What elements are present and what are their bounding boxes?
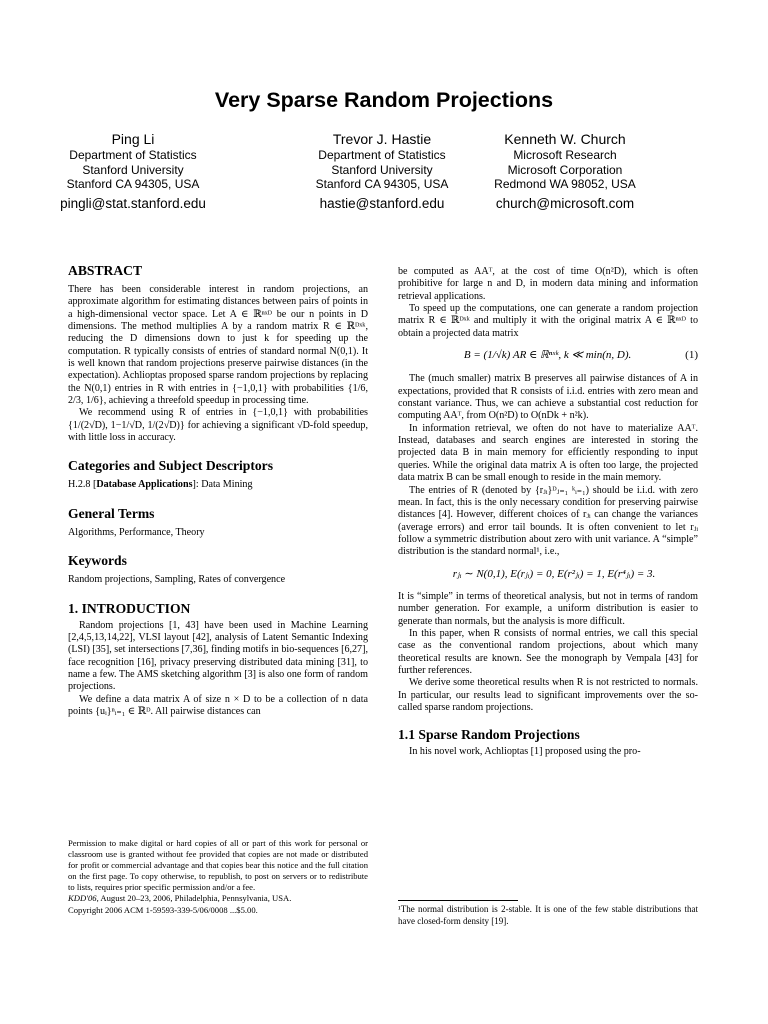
categories-text: H.2.8 [Database Applications]: Data Mining (68, 479, 253, 491)
author-department: Department of Statistics (69, 148, 197, 162)
author-address: Stanford CA 94305, USA (315, 177, 449, 191)
general-terms-text: Algorithms, Performance, Theory (68, 526, 205, 538)
paper-title: Very Sparse Random Projections (214, 88, 554, 112)
keywords-text: Random projections, Sampling, Rates of convergence (68, 574, 286, 586)
author-organization: Microsoft Corporation (507, 162, 623, 177)
footnote: ¹The normal distribution is 2-stable. It is one of the few stable distributions that have closed-form density [19]. (398, 904, 698, 926)
author-email: church@microsoft.com (495, 195, 635, 211)
permission-notice (68, 838, 368, 916)
abstract-heading: ABSTRACT (68, 263, 143, 278)
abstract-paragraph: There has been considerable interest in random projections, an approximate algorithm for estimating distances between pairs of points in a high-dimensional vector space. Let A ∈ ℝⁿˣᴰ be our n points in D dimensions. The method multiplies A by a random matrix R ∈ ℝᴰˣᵏ, reducing the D dimensions down to just k for speeding up the computation. R typically consists of entries of standard normal N(0,1). It is well known that random projections preserve pairwise distances (in the expectation). Achlioptas proposed sparse random projections by replacing the N(0,1) entries in R with entries in {−1,0,1} with probabilities {1/6, 2/3, 1/6}, achieving a threefold speedup in processing time. (68, 284, 368, 407)
abstract-paragraph: We recommend using R of entries in {−1,0,1} with probabilities {1/(2√D), 1−1/√D, 1/(2√D)} for achieving a significant √D-fold speedup, with little loss in accuracy. (68, 407, 368, 444)
categories-heading: Categories and Subject Descriptors (68, 458, 274, 474)
author-department: Department of Statistics (318, 148, 446, 162)
body-paragraph: be computed as AAᵀ, at the cost of time O(n²D), which is often prohibitive for large n and D, in modern data mining and information retrieval applications. (398, 266, 698, 302)
intro-paragraph: Random projections [1, 43] have been used in Machine Learning [2,4,5,13,14,22], VLSI layout [42], analysis of Latent Semantic Indexing (LSI) [35], set intersections [7,36], finding motifs in bio-sequences [6,27], face recognition [16], privacy preserving distributed data mining [31], to name a few. The AMS sketching algorithm [3] is also one form of random projections. (68, 619, 368, 693)
equation-1 (398, 349, 698, 361)
author-block (440, 130, 690, 214)
general-terms-heading: General Terms (68, 505, 155, 521)
body-paragraph: In information retrieval, we often do not have to materialize AAᵀ. Instead, databases and search engines are interested in storing the projected data B in main memory for efficiently responding to input queries. While the original data matrix A is often too large, the projected data matrix B can be small enough to reside in the main memory. (398, 422, 698, 484)
body-paragraph: In his novel work, Achlioptas [1] proposed using the pro- (409, 746, 641, 758)
author-address: Stanford CA 94305, USA (66, 177, 200, 191)
left-column (68, 262, 368, 718)
body-paragraph: To speed up the computations, one can generate a random projection matrix R ∈ ℝᴰˣᵏ and multiply it with the original matrix A ∈ ℝⁿˣᴰ to obtain a projected data matrix (398, 303, 698, 339)
body-paragraph: We derive some theoretical results when R is not restricted to normals. In particular, our results lead to significant improvements over the so-called sparse random projections. (398, 677, 698, 713)
author-organization: Stanford University (331, 162, 433, 177)
body-paragraph: The (much smaller) matrix B preserves all pairwise distances of A in expectations, provided that R consists of i.i.d. entries with zero mean and constant variance. Thus, we can achieve a substantial cost reduction for computing AAᵀ, from O(n²D) to O(nDk + n²k). (398, 373, 698, 422)
copyright-line: Copyright 2006 ACM 1-59593-339-5/06/0008 ...$5.00. (68, 904, 258, 915)
right-column (398, 266, 698, 759)
author-name: Trevor J. Hastie (332, 131, 432, 147)
intro-paragraph: We define a data matrix A of size n × D to be a collection of n data points {uᵢ}ⁿᵢ₌₁ ∈ ℝᴰ. All pairwise distances can (68, 693, 368, 717)
equation-2-body: rⱼᵢ ∼ N(0,1), E(rⱼᵢ) = 0, E(r²ⱼᵢ) = 1, E(r⁴ⱼᵢ) = 3. (452, 567, 656, 580)
permission-text: Permission to make digital or hard copies of all or part of this work for personal or classroom use is granted without fee provided that copies are not made or distributed for profit or commercial advantage and that copies bear this notice and the full citation on the first page. To copy otherwise, to republish, to post on servers or to redistribute to lists, requires prior specific permission and/or a fee. (68, 838, 368, 893)
body-paragraph: The entries of R (denoted by {rⱼᵢ}ᴰⱼ₌₁ ᵏᵢ₌₁) should be i.i.d. with zero mean. In fact, this is the only necessary condition for preserving pairwise distances [4]. However, different choices of rⱼᵢ can change the variances (average errors) and error tail bounds. It is often convenient to let rⱼᵢ follow a symmetric distribution about zero with unit variance. A “simple” distribution is the standard normal¹, i.e., (398, 484, 698, 558)
equation-2 (398, 568, 698, 580)
author-email: hastie@stanford.edu (319, 195, 445, 211)
body-paragraph: It is “simple” in terms of theoretical analysis, but not in terms of random number generation. For example, a uniform distribution is easier to generate than normals, but the analysis is more difficult. (398, 590, 698, 627)
subsection-heading: 1.1 Sparse Random Projections (398, 727, 580, 743)
footnote-rule (398, 900, 518, 901)
author-name: Kenneth W. Church (504, 131, 626, 147)
author-email: pingli@stat.stanford.edu (60, 195, 206, 211)
author-block (8, 130, 258, 214)
equation-1-body: B = (1/√k) AR ∈ ℝⁿˣᵏ, k ≪ min(n, D). (463, 349, 632, 362)
author-address: Redmond WA 98052, USA (494, 177, 636, 191)
author-organization: Stanford University (82, 162, 184, 177)
equation-number: (1) (685, 349, 698, 362)
author-department: Microsoft Research (513, 148, 617, 162)
introduction-heading: 1. INTRODUCTION (68, 600, 191, 616)
author-name: Ping Li (111, 131, 155, 147)
conference-info: KDD'06, August 20–23, 2006, Philadelphia, Pennsylvania, USA. (68, 893, 292, 904)
keywords-heading: Keywords (68, 553, 127, 569)
body-paragraph: In this paper, when R consists of normal entries, we call this special case as the conventional random projections, about which many theoretical results are known. See the monograph by Vempala [43] for further references. (398, 627, 698, 676)
